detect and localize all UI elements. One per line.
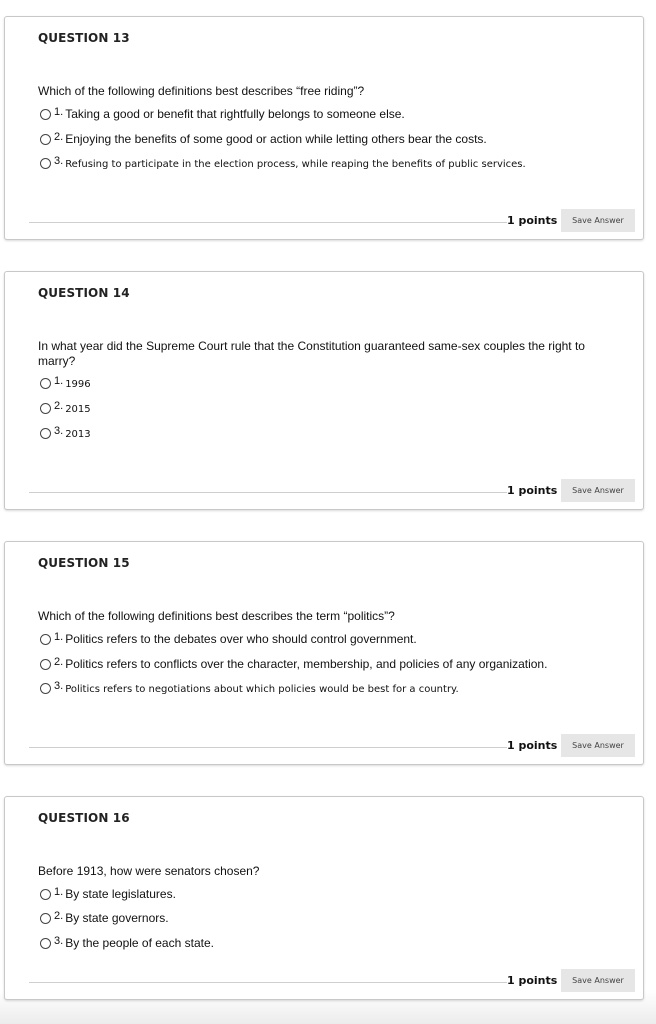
answer-option[interactable] bbox=[40, 131, 487, 147]
option-label: By state legislatures. bbox=[65, 887, 176, 901]
answer-option[interactable] bbox=[40, 106, 405, 122]
radio-button[interactable] bbox=[40, 938, 51, 949]
answer-option[interactable] bbox=[40, 910, 169, 926]
question-title: QUESTION 13 bbox=[38, 31, 130, 45]
option-number: 3. bbox=[54, 935, 64, 947]
radio-button[interactable] bbox=[40, 403, 51, 414]
answer-option[interactable] bbox=[40, 155, 526, 171]
save-answer-button[interactable]: Save Answer bbox=[561, 479, 635, 502]
option-number: 3. bbox=[54, 155, 64, 167]
radio-button[interactable] bbox=[40, 158, 51, 169]
question-card bbox=[4, 796, 644, 1000]
points-label: 1 points bbox=[507, 739, 558, 752]
points-label: 1 points bbox=[507, 974, 558, 987]
question-title: QUESTION 14 bbox=[38, 286, 130, 300]
answer-option[interactable] bbox=[40, 656, 547, 672]
option-label: By the people of each state. bbox=[65, 936, 214, 950]
answer-option[interactable] bbox=[40, 425, 91, 441]
option-label: 2015 bbox=[65, 403, 91, 415]
divider bbox=[29, 222, 507, 223]
option-number: 1. bbox=[54, 886, 64, 898]
answer-option[interactable] bbox=[40, 935, 214, 951]
answer-option[interactable] bbox=[40, 400, 91, 416]
question-text: In what year did the Supreme Court rule that the Constitution guaranteed same-sex couples the right to marry? bbox=[38, 339, 585, 368]
option-label: Refusing to participate in the election process, while reaping the benefits of public services. bbox=[65, 158, 526, 170]
radio-button[interactable] bbox=[40, 683, 51, 694]
radio-button[interactable] bbox=[40, 428, 51, 439]
question-card bbox=[4, 271, 644, 510]
option-label: Politics refers to negotiations about which policies would be best for a country. bbox=[65, 683, 459, 695]
radio-button[interactable] bbox=[40, 913, 51, 924]
option-number: 1. bbox=[54, 106, 64, 118]
answer-option[interactable] bbox=[40, 886, 176, 902]
option-label: Politics refers to conflicts over the character, membership, and policies of any organization. bbox=[65, 657, 548, 671]
radio-button[interactable] bbox=[40, 378, 51, 389]
option-label: By state governors. bbox=[65, 911, 169, 925]
option-label: 2013 bbox=[65, 428, 91, 440]
radio-button[interactable] bbox=[40, 659, 51, 670]
question-text: Which of the following definitions best describes “free riding”? bbox=[38, 84, 365, 98]
answer-option[interactable] bbox=[40, 375, 91, 391]
divider bbox=[29, 982, 507, 983]
option-number: 2. bbox=[54, 400, 64, 412]
option-label: Taking a good or benefit that rightfully belongs to someone else. bbox=[65, 107, 405, 121]
option-number: 2. bbox=[54, 131, 64, 143]
question-card bbox=[4, 541, 644, 765]
question-title: QUESTION 15 bbox=[38, 556, 130, 570]
option-label: 1996 bbox=[65, 378, 91, 390]
option-number: 1. bbox=[54, 631, 64, 643]
save-answer-button[interactable]: Save Answer bbox=[561, 969, 635, 992]
question-text: Which of the following definitions best describes the term “politics”? bbox=[38, 609, 395, 623]
save-answer-button[interactable]: Save Answer bbox=[561, 734, 635, 757]
option-label: Enjoying the benefits of some good or action while letting others bear the costs. bbox=[65, 132, 487, 146]
question-title: QUESTION 16 bbox=[38, 811, 130, 825]
save-answer-button[interactable]: Save Answer bbox=[561, 209, 635, 232]
radio-button[interactable] bbox=[40, 889, 51, 900]
question-card bbox=[4, 16, 644, 240]
divider bbox=[29, 492, 507, 493]
radio-button[interactable] bbox=[40, 134, 51, 145]
radio-button[interactable] bbox=[40, 634, 51, 645]
option-number: 1. bbox=[54, 375, 64, 387]
points-label: 1 points bbox=[507, 214, 558, 227]
option-number: 2. bbox=[54, 656, 64, 668]
option-number: 2. bbox=[54, 910, 64, 922]
answer-option[interactable] bbox=[40, 680, 459, 696]
option-number: 3. bbox=[54, 680, 64, 692]
answer-option[interactable] bbox=[40, 631, 417, 647]
points-label: 1 points bbox=[507, 484, 558, 497]
divider bbox=[29, 747, 507, 748]
radio-button[interactable] bbox=[40, 109, 51, 120]
option-label: Politics refers to the debates over who should control government. bbox=[65, 632, 417, 646]
option-number: 3. bbox=[54, 425, 64, 437]
question-text: Before 1913, how were senators chosen? bbox=[38, 864, 260, 878]
